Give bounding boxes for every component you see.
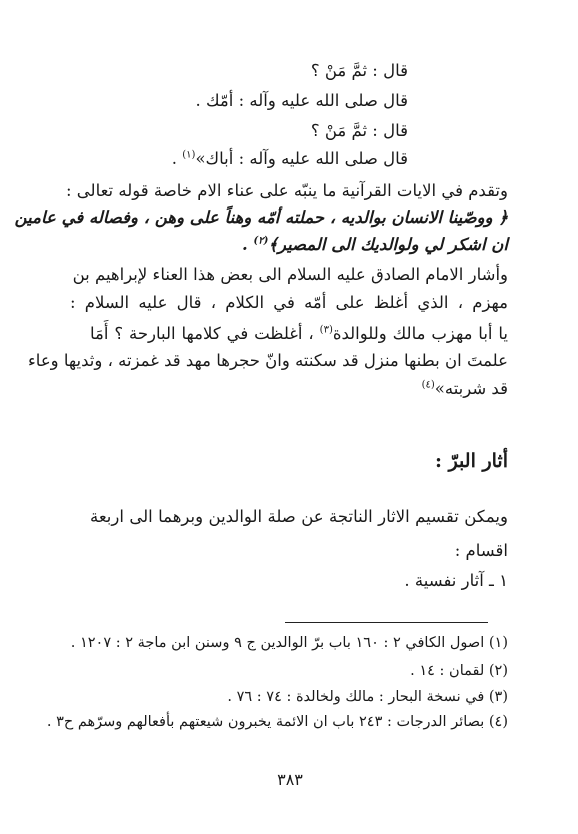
section-line-1: ويمكن تقسيم الاثار الناتجة عن صلة الوالدين وبرهما الى اربعة — [90, 507, 508, 526]
footnote-ref-1: (١) — [182, 149, 196, 161]
quran-verse-line-2: ان اشكر لي ولوالديك الى المصير﴾$^{(٢)}$ . — [241, 235, 508, 254]
body-line-8: وأشار الامام الصادق عليه السلام الى بعض هذا العناء لإبراهيم بن — [72, 265, 508, 284]
section-line-2: اقسام : — [454, 541, 508, 560]
body-line-11: علمتَ ان بطنها منزل قد سكنته وانّ حجرها مهد قد غمزته ، وثديها وعاء — [28, 351, 508, 370]
body-line-9: مهزم ، الذي أغلظ على أمّه في الكلام ، قال عليه السلام : — [70, 293, 508, 312]
footnote-divider — [285, 622, 488, 623]
body-line-12: قد شربته»$^{(٤)}$ — [421, 379, 508, 398]
footnote-1: (١) اصول الكافي ٢ : ١٦٠ باب برّ الوالدين ج ٩ وسنن ابن ماجة ٢ : ١٢٠٧ . — [70, 635, 508, 651]
body-line-4: قال صلى الله عليه وآله : أباك»$^{(١)}$ . — [171, 149, 408, 168]
body-line-2: قال صلى الله عليه وآله : أمّك . — [195, 91, 408, 110]
page-number: ٣٨٣ — [277, 770, 303, 789]
footnote-ref-4: (٤) — [421, 379, 435, 391]
footnote-ref-3: (٣) — [319, 324, 333, 336]
footnote-4: (٤) بصائر الدرجات : ٢٤٣ باب ان الائمة يخبرون شيعتهم بأفعالهم وسرّهم ح٣ . — [46, 714, 508, 730]
body-line-1: قال : ثمَّ مَنْ ؟ — [310, 61, 408, 80]
body-line-3: قال : ثمَّ مَنْ ؟ — [310, 121, 408, 140]
footnote-3: (٣) في نسخة البحار : مالك ولخالدة : ٧٤ : ٧٦ . — [227, 689, 508, 705]
section-line-3: ١ ـ آثار نفسية . — [404, 571, 508, 590]
body-line-10: يا أبا مهزب مالك وللوالدة$^{(٣)}$ ، أغلظت في كلامها البارحة ؟ أَمَا — [90, 324, 509, 343]
footnote-ref-2: (٢) — [253, 235, 269, 247]
footnote-2: (٢) لقمان : ١٤ . — [410, 663, 508, 679]
section-heading: أثار البرّ : — [434, 450, 508, 472]
body-line-5: وتقدم في الايات القرآنية ما ينبّه على عناء الام خاصة قوله تعالى : — [65, 181, 508, 200]
quran-verse-line-1: ﴿ ووصّينا الانسان بوالديه ، حملته أمّه وهناً على وهن ، وفصاله في عامين — [14, 208, 508, 227]
